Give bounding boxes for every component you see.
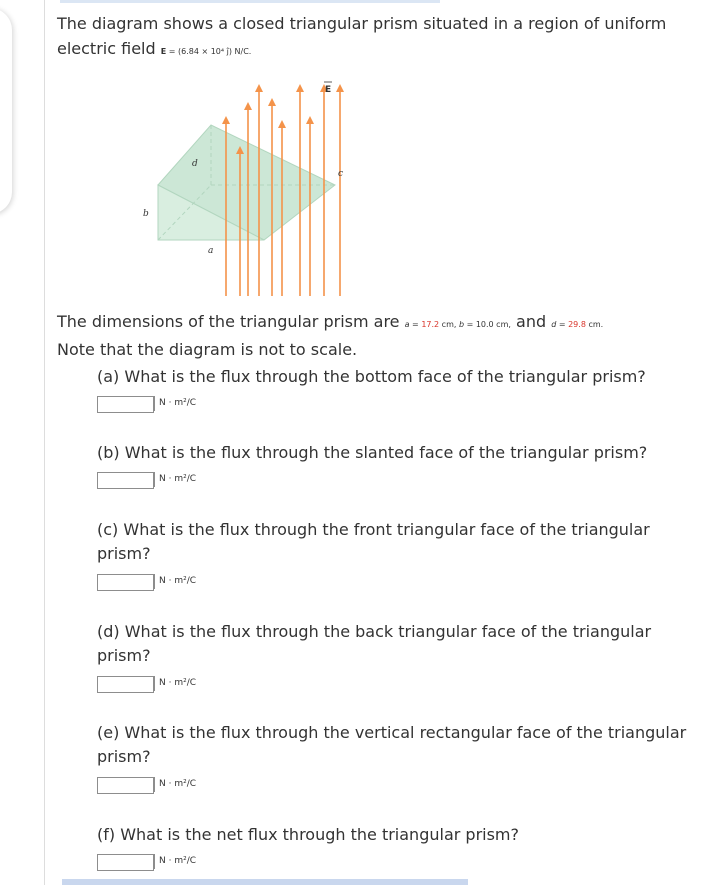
question-c: (c) What is the flux through the front triangular face of the triangular prism? xyxy=(97,520,650,563)
unit-label-e: N · m²/C xyxy=(154,777,196,792)
scale-note: Note that the diagram is not to scale. xyxy=(57,340,358,359)
label-d: d xyxy=(192,159,198,169)
question-content xyxy=(44,0,705,885)
field-expression: E = (6.84 × 10⁴ ĵ) N/C. xyxy=(160,47,252,56)
unit-label-d: N · m²/C xyxy=(154,676,196,691)
question-b: (b) What is the flux through the slanted face of the triangular prism? xyxy=(97,443,648,462)
question-a: (a) What is the flux through the bottom face of the triangular prism? xyxy=(97,367,646,386)
question-d: (d) What is the flux through the back triangular face of the triangular prism? xyxy=(97,622,652,665)
bottom-scroll-bar[interactable] xyxy=(62,879,468,885)
problem-intro xyxy=(57,11,707,64)
label-c-visible: c xyxy=(338,169,344,179)
unit-label-b: N · m²/C xyxy=(154,472,196,487)
label-b: b xyxy=(143,209,149,219)
field-label-e: E xyxy=(325,85,332,95)
value-a: 17.2 xyxy=(421,320,440,329)
answer-input-c[interactable] xyxy=(97,574,154,591)
answer-input-e[interactable] xyxy=(97,777,154,794)
prism-diagram xyxy=(130,76,350,296)
unit-label-c: N · m²/C xyxy=(154,574,196,589)
unit-label-a: N · m²/C xyxy=(154,396,196,411)
question-e: (e) What is the flux through the vertical rectangular face of the triangular prism? xyxy=(97,723,687,766)
answer-input-a[interactable] xyxy=(97,396,154,413)
side-panel-card xyxy=(0,8,12,214)
field-symbol: E xyxy=(160,47,167,56)
intro-text: The diagram shows a closed triangular prism situated in a region of uniform electric field xyxy=(57,14,667,58)
label-a: a xyxy=(208,246,214,256)
question-f: (f) What is the net flux through the triangular prism? xyxy=(97,825,519,844)
answer-input-f[interactable] xyxy=(97,854,154,871)
dimensions-text: The dimensions of the triangular prism are a = 17.2 cm, b = 10.0 cm, and d = 29.8 cm. Note that the diagram is not to scale. xyxy=(57,312,604,359)
unit-label-f: N · m²/C xyxy=(154,854,196,869)
answer-input-b[interactable] xyxy=(97,472,154,489)
value-b: 10.0 cm, xyxy=(475,320,511,329)
answer-input-d[interactable] xyxy=(97,676,154,693)
value-d: 29.8 xyxy=(568,320,586,329)
